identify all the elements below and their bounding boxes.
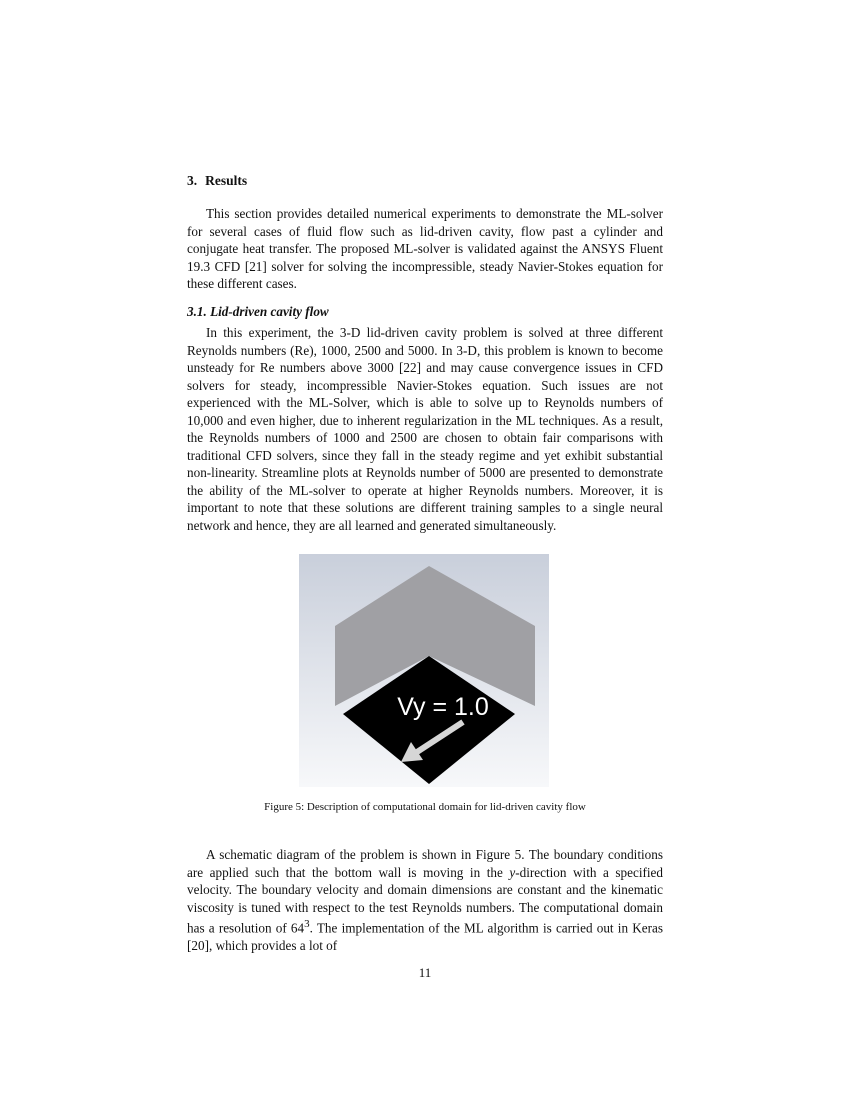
section-heading <box>187 173 247 189</box>
page-number: 11 <box>418 965 432 980</box>
schematic-paragraph <box>187 846 663 954</box>
schematic-text-3: . The implementation of the ML algorithm is carried out in Keras [20], which provides a lot of <box>187 920 663 953</box>
section-number: 3. <box>187 173 198 188</box>
velocity-label: Vy = 1.0 <box>397 693 489 721</box>
subsection-heading: 3.1. Lid-driven cavity flow <box>187 304 329 319</box>
resolution-exponent: 3 <box>304 918 310 930</box>
schematic-y-variable: y <box>509 864 516 880</box>
cavity-paragraph: In this experiment, the 3-D lid-driven cavity problem is solved at three different Reynolds numbers (Re), 1000, 2500 and 5000. In 3-D, this problem is known to become unsteady for Re numbers above 3000 [22] and may cause convergence issues in CFD solvers for steady, incompressible Navier-Stokes equation. Such issues are not experienced with the ML-Solver, which is able to solve up to Reynolds numbers of 10,000 and even higher, due to inherent regularization in the ML techniques. As a result, the Reynolds numbers of 1000 and 2500 are chosen to obtain fair comparisons with traditional CFD solvers, since they fall in the steady regime and yet exhibit substantial non-linearity. Streamline plots at Reynolds number of 5000 are presented to demonstrate the ability of the ML-solver to operate at higher Reynolds numbers. Moreover, it is important to note that these solutions are different training samples to a single neural network and hence, they are all learned and generated simultaneously. <box>187 325 663 533</box>
section-title: Results <box>205 173 248 188</box>
intro-paragraph: This section provides detailed numerical experiments to demonstrate the ML-solver for several cases of fluid flow such as lid-driven cavity, flow past a cylinder and conjugate heat transfer. The proposed ML-solver is validated against the ANSYS Fluent 19.3 CFD [21] solver for solving the incompressible, steady Navier-Stokes equation for these different cases. <box>187 206 663 291</box>
schematic-text-2: -direction with a specified velocity. The boundary velocity and domain dimensions are constant and the kinematic viscosity is tuned with respect to the test Reynolds numbers. The computational domain has a resolution of 64 <box>187 864 663 936</box>
figure-lid-driven-cavity <box>299 554 549 787</box>
schematic-text-1: A schematic diagram of the problem is shown in Figure 5. The boundary conditions are applied such that the bottom wall is moving in the <box>187 847 663 880</box>
figure-caption: Figure 5: Description of computational domain for lid-driven cavity flow <box>264 801 586 813</box>
cavity-domain-diagram <box>299 554 549 787</box>
